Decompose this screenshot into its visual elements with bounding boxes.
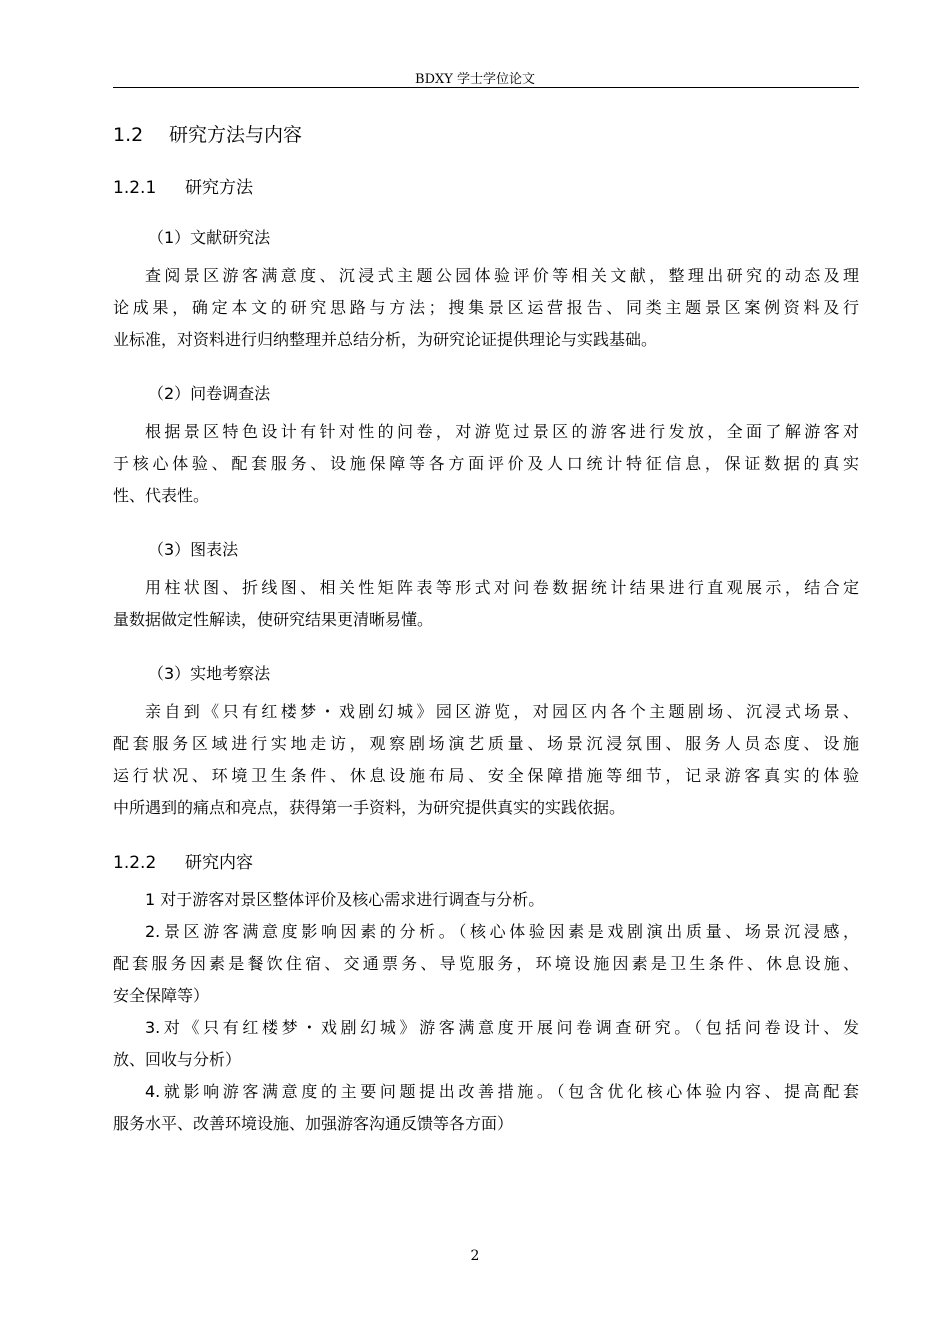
paragraph-line: 查阅景区游客满意度、沉浸式主题公园体验评价等相关文献，整理出研究的动态及理	[145, 266, 859, 285]
paragraph-line: 中所遇到的痛点和亮点，获得第一手资料，为研究提供真实的实践依据。	[113, 798, 626, 817]
section-heading-1-2	[113, 120, 302, 147]
section-heading-1-2-1	[113, 173, 253, 198]
content-item: 安全保障等）	[113, 986, 210, 1005]
paragraph-line: 量数据做定性解读，使研究结果更清晰易懂。	[113, 610, 434, 629]
page-number: 2	[470, 1248, 480, 1264]
method-heading-field-study: （3）实地考察法	[148, 664, 271, 683]
content-item: 配套服务因素是餐饮住宿、交通票务、导览服务，环境设施因素是卫生条件、休息设施、	[113, 954, 859, 973]
section-number: 1.2.2	[113, 853, 157, 873]
content-item: 1 对于游客对景区整体评价及核心需求进行调查与分析。	[145, 890, 545, 909]
content-item: 放、回收与分析）	[113, 1050, 242, 1069]
content-item: 服务水平、改善环境设施、加强游客沟通反馈等各方面）	[113, 1114, 514, 1133]
section-title: 研究内容	[185, 853, 253, 873]
running-header: BDXY 学士学位论文	[415, 72, 535, 87]
section-number: 1.2	[113, 124, 144, 146]
paragraph-line: 论成果，确定本文的研究思路与方法；搜集景区运营报告、同类主题景区案例资料及行	[113, 298, 859, 317]
content-item: 3.对《只有红楼梦・戏剧幻城》游客满意度开展问卷调查研究。（包括问卷设计、发	[145, 1018, 859, 1037]
paragraph-line: 于核心体验、配套服务、设施保障等各方面评价及人口统计特征信息，保证数据的真实	[113, 454, 859, 473]
section-heading-1-2-2	[113, 848, 253, 873]
section-title: 研究方法	[185, 178, 253, 198]
content-item: 4.就影响游客满意度的主要问题提出改善措施。（包含优化核心体验内容、提高配套	[145, 1082, 859, 1101]
paragraph-line: 根据景区特色设计有针对性的问卷，对游览过景区的游客进行发放，全面了解游客对	[145, 422, 859, 441]
paragraph-line: 业标准，对资料进行归纳整理并总结分析，为研究论证提供理论与实践基础。	[113, 330, 658, 349]
header-rule	[113, 87, 859, 88]
method-heading-questionnaire: （2）问卷调查法	[148, 384, 271, 403]
method-heading-chart: （3）图表法	[148, 540, 239, 559]
paragraph-line: 配套服务区域进行实地走访，观察剧场演艺质量、场景沉浸氛围、服务人员态度、设施	[113, 734, 859, 753]
section-number: 1.2.1	[113, 178, 157, 198]
paragraph-line: 用柱状图、折线图、相关性矩阵表等形式对问卷数据统计结果进行直观展示，结合定	[145, 578, 859, 597]
content-item: 2.景区游客满意度影响因素的分析。（核心体验因素是戏剧演出质量、场景沉浸感，	[145, 922, 859, 941]
paragraph-line: 性、代表性。	[113, 486, 210, 505]
method-heading-literature: （1）文献研究法	[148, 228, 271, 247]
section-title: 研究方法与内容	[169, 124, 303, 146]
paragraph-line: 亲自到《只有红楼梦・戏剧幻城》园区游览，对园区内各个主题剧场、沉浸式场景、	[145, 702, 859, 721]
paragraph-line: 运行状况、环境卫生条件、休息设施布局、安全保障措施等细节，记录游客真实的体验	[113, 766, 859, 785]
